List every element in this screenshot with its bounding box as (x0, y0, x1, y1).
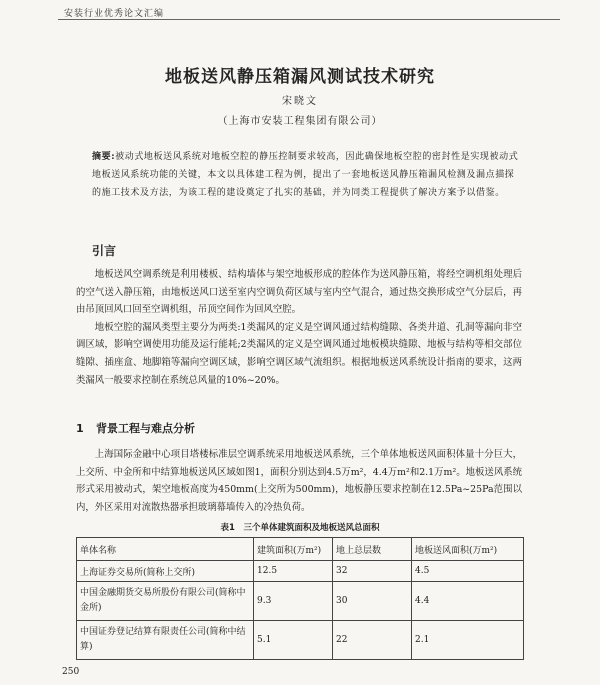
section-number: 1 (76, 422, 84, 435)
table-header-cell: 地板送风面积(万m²) (412, 538, 524, 561)
abstract (92, 148, 520, 202)
intro-heading: 引言 (92, 244, 117, 258)
intro-paragraph: 地板送风空调系统是利用楼板、结构墙体与架空地板形成的腔体作为送风静压箱，将经空调机组处理后的空气送入静压箱，由地板送风口送至室内空调负荷区域与室内空气混合，通过热交换形成空气分层后，再由吊顶回风口回至空调机组，吊顶空间作为回风空腔。 (76, 269, 522, 316)
page-number: 250 (62, 667, 80, 677)
section-1-body (76, 446, 522, 516)
header-divider (58, 19, 560, 20)
paper-author: 宋晓文 (282, 96, 318, 107)
table-cell: 中国金融期货交易所股份有限公司(简称中金所) (77, 582, 254, 621)
table-cell: 2.1 (412, 621, 524, 660)
abstract-text: 被动式地板送风系统对地板空腔的静压控制要求较高，因此确保地板空腔的密封性是实现被动式地板送风系统功能的关键，本文以具体建工程为例，提出了一套地板送风静压箱漏风检测及漏点描探的施工技术及方法，为该工程的建设奠定了扎实的基础，并为同类工程提供了解决方案予以借鉴。 (92, 152, 519, 198)
table-cell: 中国证券登记结算有限责任公司(简称中结算) (77, 621, 254, 660)
table-cell: 5.1 (254, 621, 333, 660)
paper-affiliation: （上海市安装工程集团有限公司） (217, 116, 383, 127)
table-cell: 9.3 (254, 582, 333, 621)
table-cell: 32 (333, 561, 412, 582)
table-cell: 4.5 (412, 561, 524, 582)
table-cell: 4.4 (412, 582, 524, 621)
abstract-label: 摘要: (92, 152, 116, 162)
section-1-heading (76, 420, 195, 436)
building-area-table (76, 537, 524, 660)
section-1-paragraph: 上海国际金融中心项目塔楼标准层空调系统采用地板送风系统，三个单体地板送风面积体量十分巨大，上交所、中金所和中结算地板送风区域如图1，面积分别达到4.5万m²，4.4万m²和2.1万m²。地板送风系统形式采用被动式，架空地板高度为450mm(上交所为500mm)，地板静压要求控制在12.5Pa~25Pa范围以内，外区采用对流散热器承担玻璃幕墙传入的冷热负荷。 (76, 449, 522, 513)
journal-header: 安装行业优秀论文汇编 (64, 9, 165, 19)
table-row (77, 621, 524, 660)
table-cell: 30 (333, 582, 412, 621)
table-cell: 12.5 (254, 561, 333, 582)
table-cell: 22 (333, 621, 412, 660)
table-header-row (77, 538, 524, 561)
table-row (77, 561, 524, 582)
table-header-cell: 建筑面积(万m²) (254, 538, 333, 561)
table-header-cell: 地上总层数 (333, 538, 412, 561)
table-caption: 表1 三个单体建筑面积及地板送风总面积 (220, 523, 380, 533)
section-title: 背景工程与难点分析 (96, 422, 195, 435)
table-header-cell: 单体名称 (77, 538, 254, 561)
table-cell: 上海证券交易所(简称上交所) (77, 561, 254, 582)
intro-paragraph: 地板空腔的漏风类型主要分为两类:1类漏风的定义是空调风通过结构缝隙、各类井道、孔洞等漏向非空调区域，影响空调使用功能及运行能耗;2类漏风的定义是空调风通过地板模块缝隙、地板与结构等相交部位缝隙、插座盒、地脚箱等漏向空调区域，影响空调区域气流组织。根据地板送风系统设计指南的要求，这两类漏风一般要求控制在系统总风量的10%~20%。 (76, 321, 522, 386)
intro-body (76, 266, 522, 389)
table-row (77, 582, 524, 621)
paper-title: 地板送风静压箱漏风测试技术研究 (165, 67, 435, 87)
